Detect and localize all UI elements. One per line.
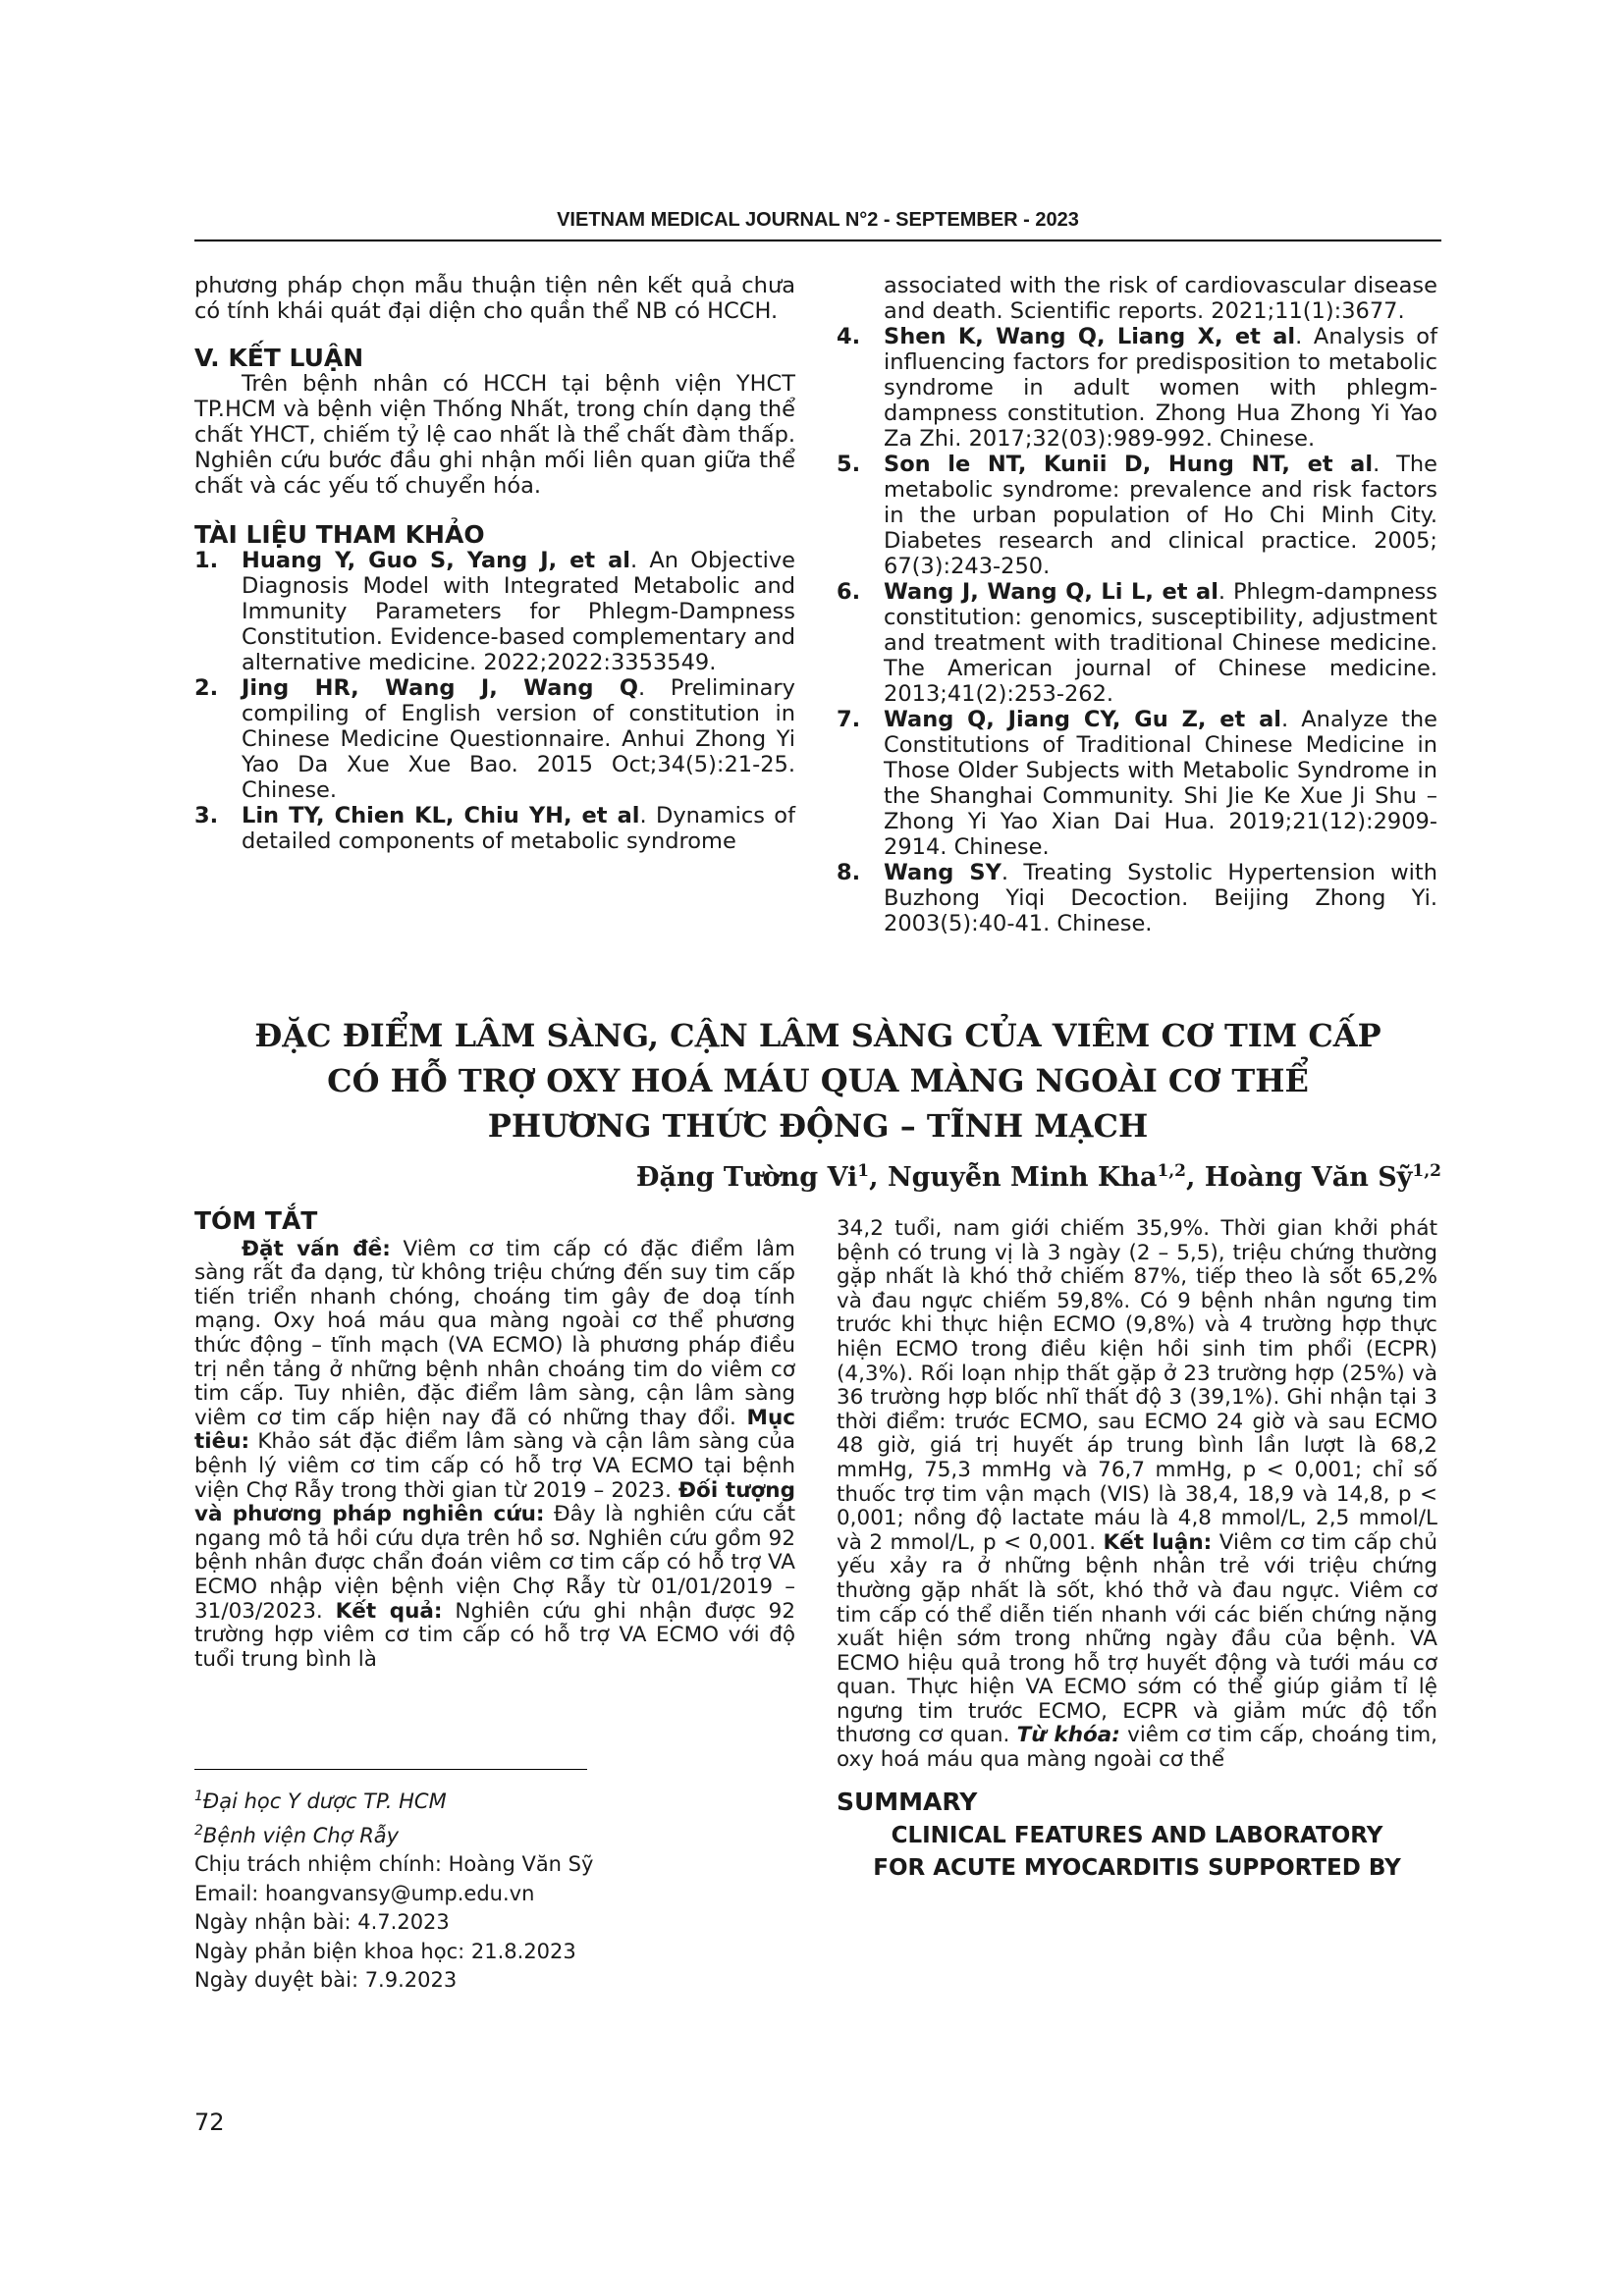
footnote-text: Bệnh viện Chợ Rẫy [202,1823,400,1847]
summary-title-line: FOR ACUTE MYOCARDITIS SUPPORTED BY [873,1855,1401,1882]
reference-authors: Wang Q, Jiang CY, Gu Z, et al [884,707,1281,732]
author-affiliation: 1 [857,1161,870,1181]
footnote-line [194,1783,795,1817]
journal-header: VIETNAM MEDICAL JOURNAL N°2 - SEPTEMBER - 2023 [557,209,1079,231]
reference-authors: Wang SY [884,860,1001,885]
references-heading: TÀI LIỆU THAM KHẢO [194,520,485,549]
author-name: Đặng Tường Vi [635,1162,858,1193]
abstract-text: 34,2 tuổi, nam giới chiếm 35,9%. Thời gian khởi phát bệnh có trung vị là 3 ngày (2 – 5,5), triệu chứng thường gặp nhất là khó thở chiếm 87%, tiếp theo là sốt 65,2% và đau ngực chiếm 59,8%. Có 9 bệnh nhân ngưng tim trước khi thực hiện ECMO (9,8%) và 4 trường hợp thực hiện ECMO trong điều kiện hồi sinh tim phổi (ECPR) (4,3%). Rối loạn nhịp thất gặp ở 23 trường hợp (25%) và 36 trường hợp blốc nhĩ thất độ 3 (39,1%). Ghi nhận tại 3 thời điểm: trước ECMO, sau ECMO 24 giờ và sau ECMO 48 giờ, giá trị huyết áp trung bình lần lượt là 68,2 mmHg, 75,3 mmHg và 76,7 mmHg, p < 0,001; chỉ số thuốc trợ tim vận mạch (VIS) là 38,4, 18,9 và 14,8, p < 0,001; nồng độ lactate máu là 4,8 mmol/L, 2,5 mmol/L và 2 mmol/L, p < 0,001. [837,1216,1437,1555]
abstract-label: Kết luận: [1103,1529,1213,1555]
reference-item [837,707,1437,860]
author-affiliation: 1,2 [1412,1161,1441,1181]
reference-text: . Preliminary compiling of English version of constitution in Chinese Medicine Questionnaire. Anhui Zhong Yi Yao Da Xue Xue Bao. 2015 Oct;34(5):21-25. Chinese. [242,675,795,803]
reference-item [194,675,795,803]
title-line: PHƯƠNG THỨC ĐỘNG – TĨNH MẠCH [487,1107,1149,1145]
author-name: Hoàng Văn Sỹ [1204,1162,1413,1193]
ref3-continuation: associated with the risk of cardiovascular disease and death. Scientific reports. 2021;11(1):3677. [884,273,1437,324]
reference-item [837,324,1437,452]
prev-left-column [194,273,795,854]
abstract-text: Đây là nghiên cứu cắt ngang mô tả hồi cứu dựa trên hồ sơ. Nghiên cứu gồm 92 bệnh nhân được chẩn đoán viêm cơ tim cấp có hỗ trợ VA ECMO nhập viện bệnh viện Chợ Rẫy từ 01/01/2019 – 31/03/2023. [194,1502,796,1624]
header-rule [194,240,1441,241]
footnote-text: Ngày nhận bài: 4.7.2023 [194,1910,450,1934]
footnote-rule [194,1769,587,1770]
conclusion-heading: V. KẾT LUẬN [194,344,364,372]
abstract-left-column [194,1206,796,1672]
reference-text: . Phlegm-dampness constitution: genomics, susceptibility, adjustment and treatment with traditional Chinese medicine. The American journal of Chinese medicine. 2013;41(2):253-262. [884,579,1437,707]
footnote-text: Đại học Y dược TP. HCM [202,1789,447,1813]
footnote-line [194,1938,795,1967]
footnote-text: Chịu trách nhiệm chính: Hoàng Văn Sỹ [194,1852,594,1876]
reference-authors: Huang Y, Guo S, Yang J, et al [242,548,630,573]
footnote-text: Ngày phản biện khoa học: 21.8.2023 [194,1939,576,1963]
summary-heading: SUMMARY [837,1787,978,1816]
prev-intro-paragraph: phương pháp chọn mẫu thuận tiện nên kết quả chưa có tính khái quát đại diện cho quần thể NB có HCCH. [194,273,795,324]
reference-item [194,548,795,675]
title-line: CÓ HỖ TRỢ OXY HOÁ MÁU QUA MÀNG NGOÀI CƠ THỂ [327,1062,1309,1099]
abstract-right-text [837,1217,1437,1773]
abstract-label: Mục tiêu: [194,1405,795,1455]
abstract-label: Kết quả: [335,1598,443,1624]
abstract-label: Từ khóa: [1016,1723,1120,1748]
conclusion-paragraph: Trên bệnh nhân có HCCH tại bệnh viện YHCT TP.HCM và bệnh viện Thống Nhất, trong chín dạng thể chất YHCT, chiếm tỷ lệ cao nhất là thể chất đàm thấp. Nghiên cứu bước đầu ghi nhận mối liên quan giữa thể chất và các yếu tố chuyển hóa. [194,371,795,499]
abstract-text: viêm cơ tim cấp, choáng tim, oxy hoá máu qua màng ngoài cơ thể [837,1723,1437,1773]
reference-number: 8. [837,860,861,885]
abstract-text: Viêm cơ tim cấp có đặc điểm lâm sàng rất đa dạng, từ không triệu chứng đến suy tim cấp tiến triển nhanh chóng, choáng tim gây đe doạ tính mạng. Oxy hoá máu qua màng ngoài cơ thể phương thức động – tĩnh mạch (VA ECMO) là phương pháp điều trị nền tảng ở những bệnh nhân choáng tim do viêm cơ tim cấp. Tuy nhiên, đặc điểm lâm sàng, cận lâm sàng viêm cơ tim cấp hiện nay đã có những thay đổi. [194,1236,796,1430]
reference-item [837,452,1437,579]
abstract-label: Đặt vấn đề: [242,1236,391,1261]
reference-authors: Wang J, Wang Q, Li L, et al [884,579,1218,605]
summary-title-line: CLINICAL FEATURES AND LABORATORY [891,1823,1383,1849]
footnote-text: Ngày duyệt bài: 7.9.2023 [194,1968,458,1992]
reference-text: . The metabolic syndrome: prevalence and risk factors in the urban population of Ho Chi Minh City. Diabetes research and clinical practice. 2005; 67(3):243-250. [884,452,1437,579]
reference-number: 5. [837,452,861,477]
reference-text: . Dynamics of detailed components of metabolic syndrome [242,803,795,854]
footnote-marker: 1 [194,1789,203,1804]
reference-text: . Analyze the Constitutions of Traditional Chinese Medicine in Those Older Subjects with Metabolic Syndrome in the Shanghai Community. Shi Jie Ke Xue Ji Shu – Zhong Yi Yao Xian Dai Hua. 2019;21(12):2909-2914. Chinese. [884,707,1438,860]
reference-text: . An Objective Diagnosis Model with Integrated Metabolic and Immunity Parameters for Phlegm-Dampness Constitution. Evidence-based complementary and alternative medicine. 2022;2022:3353549. [242,548,795,675]
references-list-right [837,324,1437,936]
article-title [194,1013,1441,1148]
abstract-heading: TÓM TẮT [194,1206,318,1235]
reference-number: 6. [837,579,861,605]
references-list-left [194,548,795,854]
footnote-line [194,1880,795,1909]
footnote-line [194,1850,795,1880]
reference-number: 7. [837,707,861,732]
reference-authors: Son le NT, Kunii D, Hung NT, et al [884,452,1374,477]
title-line: ĐẶC ĐIỂM LÂM SÀNG, CẬN LÂM SÀNG CỦA VIÊM CƠ TIM CẤP [254,1017,1381,1054]
reference-authors: Shen K, Wang Q, Liang X, et al [884,324,1296,349]
reference-item [194,803,795,854]
abstract-text: Viêm cơ tim cấp chủ yếu xảy ra ở những bệnh nhân trẻ với triệu chứng thường gặp nhất là sốt, khó thở và đau ngực. Viêm cơ tim cấp có thể diễn tiến nhanh với các biến chứng nặng xuất hiện sớm trong những ngày đầu của bệnh. VA ECMO hiệu quả trong hỗ trợ huyết động và tưới máu cơ quan. Thực hiện VA ECMO sớm có thể giúp giảm tỉ lệ ngưng tim trước ECMO, ECPR và giảm mức độ tổn thương cơ quan. [837,1529,1438,1748]
author-affiliation: 1,2 [1157,1161,1187,1181]
footnote-line [194,1817,795,1851]
article-authors: Đặng Tường Vi$^1$, Nguyễn Minh Kha$^{1,2}$, Hoàng Văn Sỹ$^{1,2}$ [635,1161,1441,1193]
footnotes [194,1783,795,1996]
author-name: Nguyễn Minh Kha [887,1162,1158,1193]
footnote-text: Email: hoangvansy@ump.edu.vn [194,1881,535,1905]
reference-item [837,579,1437,707]
page-number: 72 [194,2109,225,2136]
reference-authors: Lin TY, Chien KL, Chiu YH, et al [242,803,640,828]
footnote-line [194,1908,795,1938]
abstract-right-column [837,1217,1437,1885]
reference-number: 3. [194,803,219,828]
reference-item [837,860,1437,936]
abstract-text: Nghiên cứu ghi nhận được 92 trường hợp viêm cơ tim cấp có hỗ trợ VA ECMO với độ tuổi trung bình là [194,1598,796,1672]
footnote-marker: 2 [194,1822,203,1839]
prev-right-column [837,273,1437,936]
reference-authors: Jing HR, Wang J, Wang Q [242,675,639,701]
footnote-line [194,1966,795,1996]
abstract-text: Khảo sát đặc điểm lâm sàng và cận lâm sàng của bệnh lý viêm cơ tim cấp có hỗ trợ VA ECMO tại bệnh viện Chợ Rẫy trong thời gian từ 2019 – 2023. [194,1429,795,1503]
reference-number: 2. [194,675,219,701]
abstract-label: Đối tượng và phương pháp nghiên cứu: [194,1477,795,1527]
reference-text: . Analysis of influencing factors for predisposition to metabolic syndrome in adult women with phlegm-dampness constitution. Zhong Hua Zhong Yi Yao Za Zhi. 2017;32(03):989-992. Chinese. [884,324,1437,452]
abstract-left-text [194,1238,795,1673]
summary-title [837,1820,1437,1885]
reference-text: . Treating Systolic Hypertension with Buzhong Yiqi Decoction. Beijing Zhong Yi. 2003(5):40-41. Chinese. [884,860,1437,936]
reference-number: 1. [194,548,219,573]
reference-number: 4. [837,324,861,349]
